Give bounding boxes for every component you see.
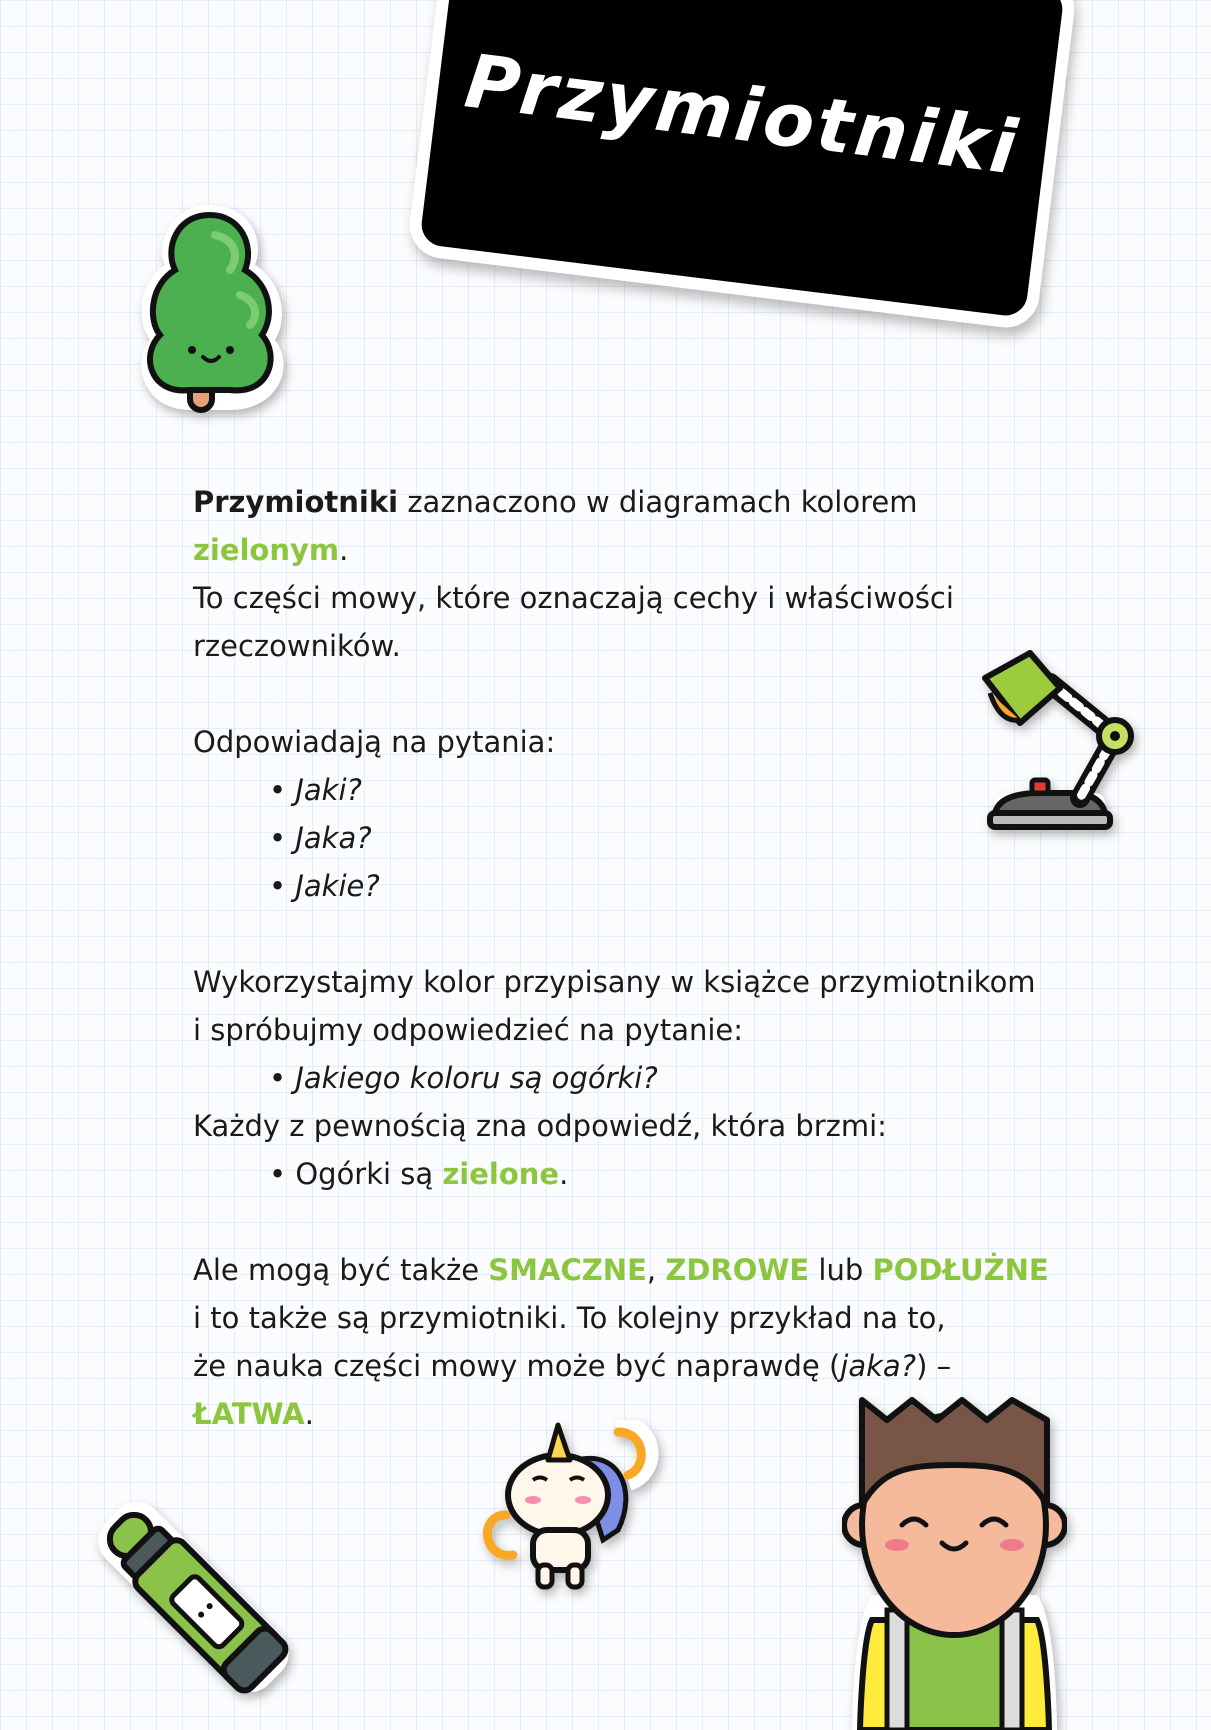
question-item: • Jaki?: [193, 766, 1073, 814]
example-line-1: Wykorzystajmy kolor przypisany w książce przymiotnikom: [193, 965, 1036, 999]
marker-icon: [85, 1490, 290, 1695]
final-word: ŁATWA: [193, 1397, 305, 1431]
main-content: [193, 478, 1073, 1438]
intro-line-1: Przymiotniki zaznaczono w diagramach kolorem zielonym.: [193, 485, 918, 567]
closing-line-1: Ale mogą być także SMACZNE, ZDROWE lub PODŁUŻNE: [193, 1253, 1049, 1287]
example-line-3: Każdy z pewnością zna odpowiedź, która brzmi:: [193, 1109, 887, 1143]
color-word: zielonym: [193, 533, 340, 567]
question-item: • Jaka?: [193, 814, 1073, 862]
answer-word: zielone: [442, 1157, 560, 1191]
example-line-2: i spróbujmy odpowiedzieć na pytanie:: [193, 1013, 744, 1047]
example-question: • Jakiego koloru są ogórki?: [193, 1054, 1073, 1102]
closing-line-4: ŁATWA.: [193, 1397, 314, 1431]
adjective-word: PODŁUŻNE: [872, 1253, 1049, 1287]
closing-line-3: że nauka części mowy może być naprawdę (jaka?) –: [193, 1349, 952, 1383]
question-item: • Jakie?: [193, 862, 1073, 910]
questions-lead: Odpowiadają na pytania:: [193, 725, 556, 759]
boy-icon: [842, 1395, 1067, 1730]
example-answer: • Ogórki są zielone.: [193, 1150, 1073, 1198]
page-title: Przymiotniki: [460, 38, 1024, 192]
intro-line-3: rzeczowników.: [193, 629, 401, 663]
intro-line-2: To części mowy, które oznaczają cechy i właściwości: [193, 581, 954, 615]
adjective-word: ZDROWE: [665, 1253, 810, 1287]
term-highlight: Przymiotniki: [193, 485, 399, 519]
title-board: [406, 0, 1078, 331]
adjective-word: SMACZNE: [488, 1253, 647, 1287]
tree-icon: [120, 195, 300, 420]
unicorn-icon: [478, 1420, 663, 1595]
closing-line-2: i to także są przymiotniki. To kolejny przykład na to,: [193, 1301, 946, 1335]
